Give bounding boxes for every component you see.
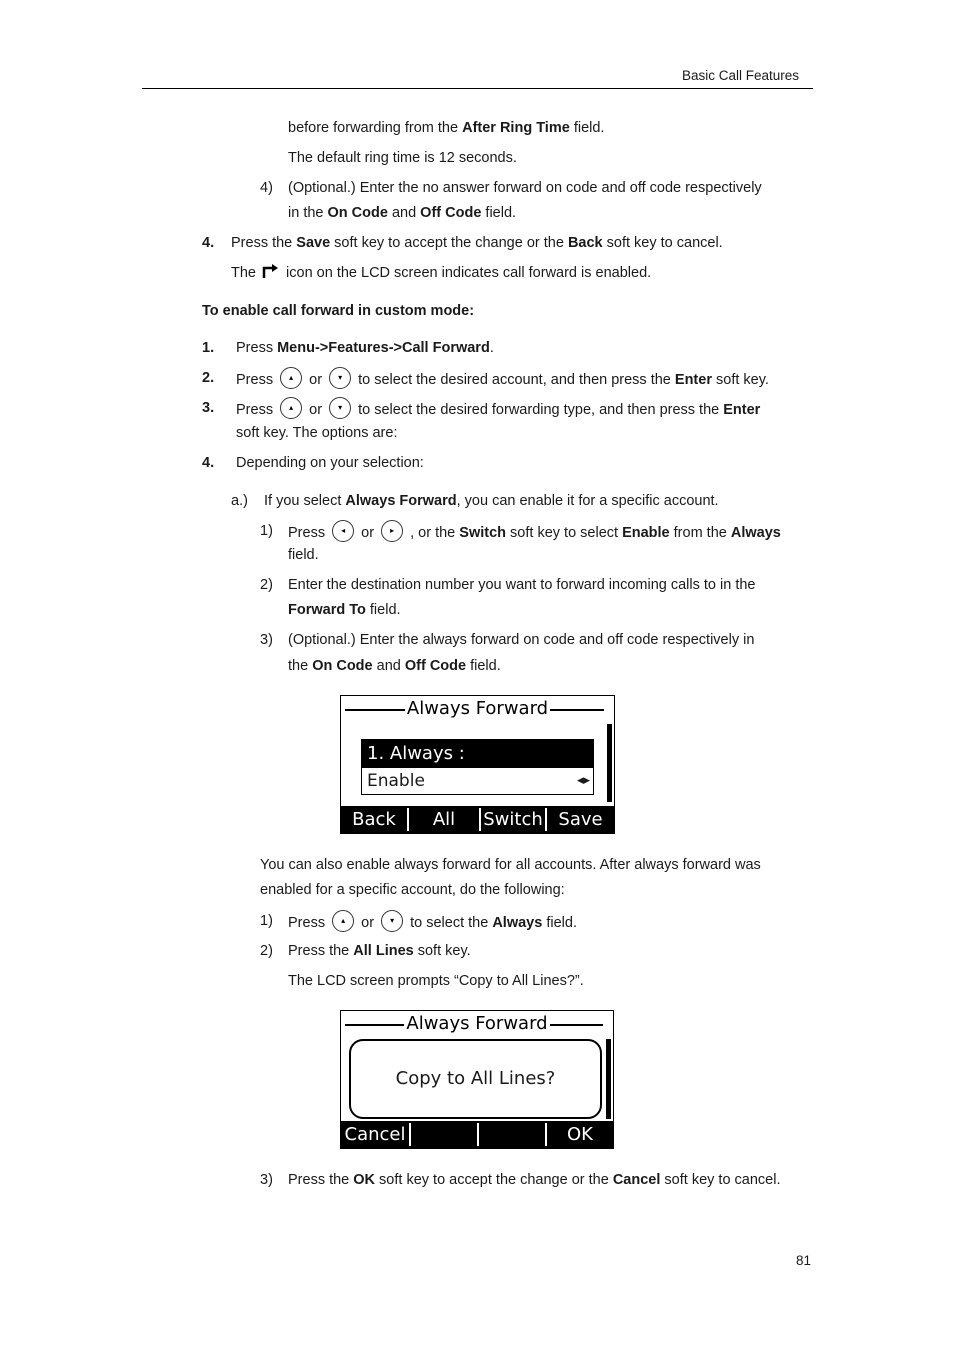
save-term: Save xyxy=(296,235,331,251)
save-step-text xyxy=(231,234,723,252)
up-key-icon xyxy=(280,397,302,419)
destination-line1: Enter the destination number you want to forward incoming calls to in the xyxy=(288,577,756,593)
text: field. xyxy=(466,658,501,674)
all-accounts-line1: You can also enable always forward for all accounts. After always forward was xyxy=(260,857,761,873)
text: Press xyxy=(236,371,274,388)
text: field. xyxy=(481,205,517,221)
text: or xyxy=(361,524,375,541)
softkey-bar xyxy=(341,806,614,858)
step-number: 4. xyxy=(202,455,215,471)
up-arrow-glyph: ▴ xyxy=(289,403,294,412)
step-number: 4) xyxy=(260,180,273,196)
left-arrow-glyph: ◂ xyxy=(341,526,346,535)
after-ring-time-term: After Ring Time xyxy=(462,120,570,136)
down-arrow-glyph: ▾ xyxy=(390,916,395,925)
copy-prompt-note: The LCD screen prompts “Copy to All Lines?”. xyxy=(288,973,584,989)
text: soft key to cancel. xyxy=(602,235,723,251)
text: soft key to select xyxy=(506,524,623,541)
text: field. xyxy=(365,602,401,618)
item-number: 3) xyxy=(260,632,273,648)
down-arrow-glyph: ▾ xyxy=(338,403,343,412)
text: icon on the LCD screen indicates call forward is enabled. xyxy=(282,265,652,281)
text: the xyxy=(288,658,313,674)
default-ring-time-note: The default ring time is 12 seconds. xyxy=(288,150,517,166)
item-number: 1) xyxy=(260,913,273,929)
page-number: 81 xyxy=(796,1253,812,1268)
text: . xyxy=(489,340,494,356)
menu-path-step xyxy=(236,339,494,357)
field-word: field. xyxy=(288,547,319,563)
menu-box xyxy=(361,739,594,795)
ok-cancel-step xyxy=(288,1171,780,1189)
selected-item[interactable]: 1. Always : xyxy=(362,740,593,768)
optional-always-line2 xyxy=(288,657,501,675)
text: , or the xyxy=(410,524,460,541)
after-ring-time-line xyxy=(288,119,604,137)
step-number: 1. xyxy=(202,340,215,356)
softkey-bar xyxy=(341,1121,613,1148)
up-arrow-glyph: ▴ xyxy=(289,373,294,382)
select-type-step xyxy=(236,399,760,421)
scrollbar xyxy=(606,1039,611,1119)
text: Press the xyxy=(288,1172,354,1188)
all-accounts-line2: enabled for a specific account, do the following: xyxy=(260,882,565,898)
step-number: 3. xyxy=(202,400,215,416)
item-number: 2) xyxy=(260,943,273,959)
down-arrow-glyph: ▾ xyxy=(338,373,343,382)
depending-selection: Depending on your selection: xyxy=(236,455,424,471)
text: Press the xyxy=(288,943,354,959)
down-key-icon xyxy=(329,397,351,419)
select-always-step xyxy=(288,912,577,934)
text: If you select xyxy=(264,493,346,509)
always-forward-term: Always Forward xyxy=(345,493,457,509)
cancel-term: Cancel xyxy=(612,1172,661,1188)
scrollbar xyxy=(607,724,612,802)
text: to select the xyxy=(410,914,493,931)
text: to select the desired account, and then press the xyxy=(358,371,675,388)
back-term: Back xyxy=(567,235,603,251)
item-number: 1) xyxy=(260,523,273,539)
call-forward-icon xyxy=(262,263,280,279)
on-code-term: On Code xyxy=(327,205,388,221)
text: Press the xyxy=(231,235,297,251)
text: Press xyxy=(236,340,278,356)
optional-always-line1: (Optional.) Enter the always forward on code and off code respectively in xyxy=(288,632,755,648)
text: in the xyxy=(288,205,328,221)
text: soft key to accept the change or the xyxy=(375,1172,613,1188)
softkey-ok[interactable]: OK xyxy=(567,1124,593,1145)
enter-term: Enter xyxy=(723,401,761,418)
lcd-screen-always-forward xyxy=(340,695,615,858)
custom-mode-heading: To enable call forward in custom mode: xyxy=(202,303,475,319)
right-key-icon xyxy=(381,520,403,542)
item-number: 2) xyxy=(260,577,273,593)
text: Press xyxy=(288,914,326,931)
options-intro: soft key. The options are: xyxy=(236,425,398,441)
softkey-back[interactable]: Back xyxy=(352,809,396,830)
optional-codes-line2 xyxy=(288,204,516,222)
up-key-icon xyxy=(332,910,354,932)
text: or xyxy=(309,371,323,388)
enable-step xyxy=(288,522,781,544)
destination-line2 xyxy=(288,601,401,619)
item-value[interactable]: Enable xyxy=(367,771,425,791)
softkey-save[interactable]: Save xyxy=(558,809,603,830)
right-arrow-glyph: ▸ xyxy=(390,526,395,535)
step-number: 2. xyxy=(202,370,215,386)
always-forward-intro xyxy=(264,492,719,510)
optional-codes-line1: (Optional.) Enter the no answer forward on code and off code respectively xyxy=(288,180,762,196)
menu-path: Menu->Features->Call Forward xyxy=(277,340,490,356)
enter-term: Enter xyxy=(674,371,712,388)
enable-term: Enable xyxy=(622,524,670,541)
off-code-term: Off Code xyxy=(420,205,482,221)
softkey-switch[interactable]: Switch xyxy=(483,809,543,830)
sub-label: a.) xyxy=(231,493,248,509)
forward-icon-note xyxy=(231,264,651,282)
text: soft key. xyxy=(413,943,471,959)
text: from the xyxy=(669,524,731,541)
ok-term: OK xyxy=(353,1172,376,1188)
text: soft key to accept the change or the xyxy=(330,235,568,251)
text: , you can enable it for a specific account. xyxy=(456,493,719,509)
text: and xyxy=(387,205,421,221)
text: soft key. xyxy=(711,371,769,388)
softkey-all-lines[interactable]: All Lines xyxy=(420,809,468,858)
softkey-empty xyxy=(411,1121,477,1148)
text: The xyxy=(231,265,261,281)
text: Press xyxy=(236,401,274,418)
copy-dialog: Copy to All Lines? xyxy=(349,1039,602,1119)
lcd-title-text: Always Forward xyxy=(406,698,549,719)
text: to select the desired forwarding type, and then press the xyxy=(358,401,724,418)
always-term: Always xyxy=(492,914,543,931)
off-code-term: Off Code xyxy=(404,658,467,674)
softkey-empty xyxy=(479,1121,545,1148)
up-key-icon xyxy=(280,367,302,389)
down-key-icon xyxy=(329,367,351,389)
text: field. xyxy=(569,120,605,136)
up-arrow-glyph: ▴ xyxy=(341,916,346,925)
all-lines-term: All Lines xyxy=(353,943,414,959)
forward-to-term: Forward To xyxy=(288,602,366,618)
header-section-title: Basic Call Features xyxy=(682,68,800,83)
lcd-screen-copy-prompt xyxy=(340,1010,614,1149)
softkey-cancel[interactable]: Cancel xyxy=(344,1124,406,1145)
step-number: 4. xyxy=(202,235,215,251)
text: and xyxy=(372,658,405,674)
switch-term: Switch xyxy=(459,524,507,541)
left-right-arrows-icon: ◂▸ xyxy=(576,773,590,788)
on-code-term: On Code xyxy=(312,658,373,674)
select-account-step xyxy=(236,369,769,391)
always-term: Always xyxy=(730,524,781,541)
text: soft key to cancel. xyxy=(660,1172,781,1188)
all-lines-step xyxy=(288,942,471,960)
left-key-icon xyxy=(332,520,354,542)
item-number: 3) xyxy=(260,1172,273,1188)
text: before forwarding from the xyxy=(288,120,463,136)
text: Press xyxy=(288,524,326,541)
text: field. xyxy=(542,914,577,931)
text: or xyxy=(361,914,375,931)
down-key-icon xyxy=(381,910,403,932)
lcd-title-text: Always Forward xyxy=(406,1013,548,1034)
text: or xyxy=(309,401,323,418)
header-rule xyxy=(142,88,813,89)
